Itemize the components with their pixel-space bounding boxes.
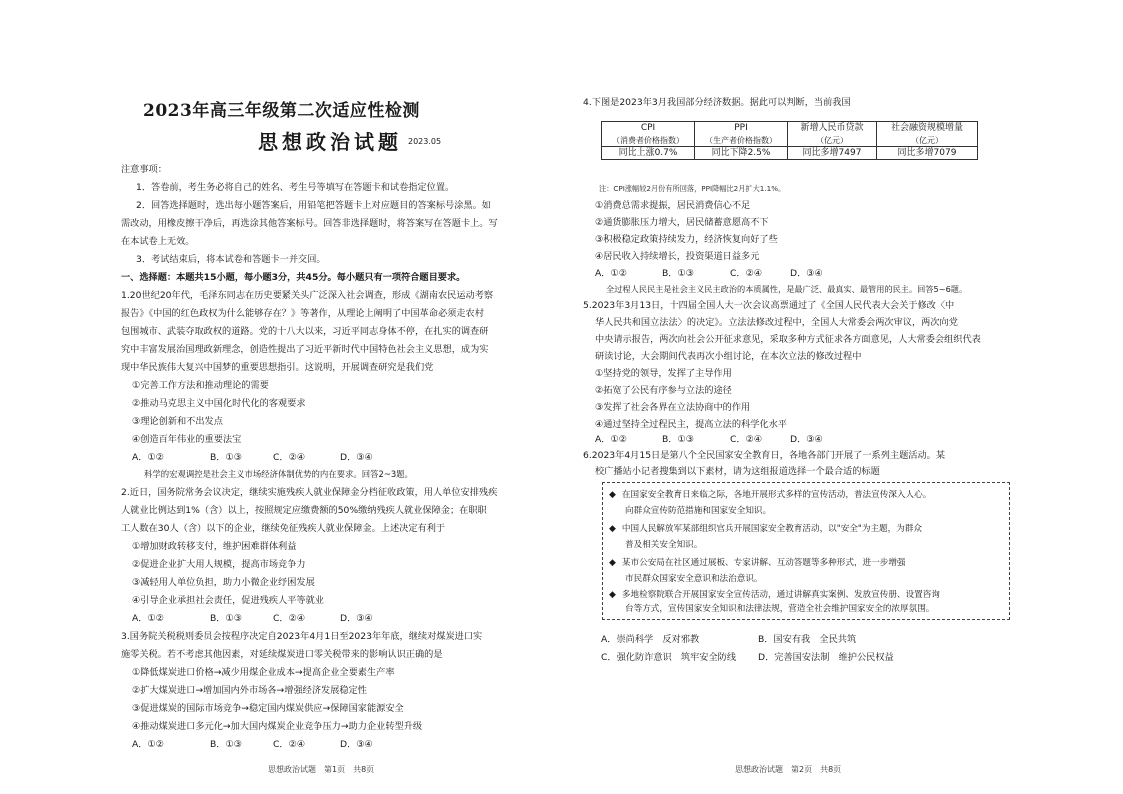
answer-option-b: B．①③ — [210, 613, 242, 624]
right-page — [570, 0, 1123, 794]
table-cell: 同比多增7079 — [877, 146, 978, 160]
question-line: 人就业比例达到1%（含）以上，按照规定应缴费额的50%缴纳残疾人就业保障金；在职职 — [121, 505, 487, 516]
choice-item: ②通货膨胀压力增大，居民储蓄意愿高不下 — [595, 217, 769, 228]
table-header-cell: PPI （生产者价格指数） — [695, 122, 788, 147]
question-line: 包围城市、武装夺取政权的道路。党的十八大以来，习近平同志身体不停，在扎实的调查研 — [121, 326, 489, 337]
choice-item: ④居民收入持续增长，投资渠道日益多元 — [595, 251, 760, 262]
question-line: 现中华民族伟大复兴中国梦的重要思想指引。这说明，开展调查研究是我们党 — [121, 362, 434, 373]
choice-item: ③积极稳定政策持续发力，经济恢复向好了些 — [595, 234, 778, 245]
answer-option-b: B．①③ — [662, 268, 694, 279]
question-line: 3.国务院关税税则委员会按程序决定自2023年4月1日至2023年年底，继续对煤炭进口实 — [121, 631, 483, 642]
answer-option-d: D．完善国安法制 维护公民权益 — [758, 652, 894, 663]
choice-item: ③减轻用人单位负担，助力小微企业纾困发展 — [132, 577, 315, 588]
question-line: 1.20世纪20年代，毛泽东同志在历史要紧关头广泛深入社会调查，形成《湖南农民运动考察 — [121, 290, 494, 301]
choice-item: ③促进煤炭的国际市场竞争→稳定国内煤炭供应→保障国家能源安全 — [132, 703, 404, 714]
choice-item: ③理论创新和不出发点 — [132, 416, 223, 427]
economic-data-table — [601, 121, 978, 160]
answer-option-d: D．③④ — [340, 739, 373, 750]
exam-date: 2023.05 — [408, 137, 442, 146]
exam-title: 2023年高三年级第二次适应性检测 — [143, 101, 420, 121]
table-cell: 同比上涨0.7% — [602, 146, 695, 160]
diamond-bullet-icon: ◆ — [609, 558, 616, 568]
answer-option-d: D．③④ — [790, 268, 823, 279]
answer-option-a: A．①② — [595, 268, 627, 279]
diamond-bullet-icon: ◆ — [609, 524, 616, 534]
notice-line: 在本试卷上无效。 — [121, 236, 195, 247]
material-item: 普及相关安全知识。 — [625, 540, 703, 550]
material-item: ◆ 中国人民解放军某部组织官兵开展国家安全教育活动，以"安全"为主题，为群众 — [609, 524, 923, 534]
table-header-cell: 新增人民币贷款 （亿元） — [788, 122, 877, 147]
notice-line: 2．回答选择题时，选出每小题答案后，用铅笔把答题卡上对应题目的答案标号涂黑。如 — [136, 200, 491, 211]
table-cell: 同比下降2.5% — [695, 146, 788, 160]
question-line: 华人民共和国立法法〉的决定》。立法法修改过程中，全国人大常委会两次审议，两次向党 — [595, 317, 958, 328]
choice-item: ②促进企业扩大用人规模，提高市场竞争力 — [132, 559, 306, 570]
choice-item: ①消费总需求提振，居民消费信心不足 — [595, 200, 751, 211]
table-note: 注：CPI涨幅较2月份有所回落，PPI降幅比2月扩大1.1%。 — [599, 184, 786, 193]
answer-option-a: A．①② — [132, 739, 164, 750]
choice-item: ④通过坚持全过程民主，提高立法的科学化水平 — [595, 419, 787, 430]
choice-item: ①降低煤炭进口价格→减少用煤企业成本→提高企业全要素生产率 — [132, 667, 395, 678]
question-line: 报告》《中国的红色政权为什么能够存在？》等著作，从理论上阐明了中国革命必须走农村 — [121, 308, 484, 319]
group-note: 科学的宏观调控是社会主义市场经济体制优势的内在要求。回答2~3题。 — [144, 469, 413, 479]
answer-option-c: C．强化防诈意识 筑牢安全防线 — [601, 652, 737, 663]
answer-option-c: C．②④ — [273, 739, 306, 750]
answer-option-c: C．②④ — [273, 452, 306, 463]
answer-option-d: D．③④ — [790, 434, 823, 445]
choice-item: ②推动马克思主义中国化时代化的客观要求 — [132, 398, 306, 409]
subject-title: 思想政治试题 — [258, 130, 402, 154]
question-line: 6.2023年4月15日是第八个全民国家安全教育日，各地各部门开展了一系列主题活动。某 — [583, 450, 946, 461]
notice-line: 需改动，用橡皮擦干净后，再选涂其他答案标号。回答非选择题时，将答案写在答题卡上。写 — [121, 218, 498, 229]
choice-item: ④创造百年伟业的重要法宝 — [132, 434, 242, 445]
table-header-cell: CPI （消费者价格指数） — [602, 122, 695, 147]
choice-item: ④引导企业承担社会责任，促进残疾人平等就业 — [132, 595, 324, 606]
question-line: 5.2023年3月13日，十四届全国人大一次会议高票通过了《全国人民代表大会关于修改〈中 — [583, 300, 955, 311]
material-item: 向群众宣传防范措施和国家安全知识。 — [625, 506, 772, 516]
diamond-bullet-icon: ◆ — [609, 490, 616, 500]
answer-option-d: D．③④ — [340, 452, 373, 463]
table-row — [602, 146, 978, 160]
choice-item: ④推动煤炭进口多元化→加大国内煤炭企业竞争压力→助力企业转型升级 — [132, 721, 423, 732]
answer-option-a: A．崇尚科学 反对邪教 — [601, 634, 700, 645]
page-footer: 思想政治试题 第2页 共8页 — [735, 765, 842, 774]
question-line: 究中丰富发展治国理政新理念，创造性提出了习近平新时代中国特色社会主义思想，成为实 — [121, 344, 489, 355]
material-item: ◆ 在国家安全教育日来临之际，各地开展形式多样的宣传活动，普法宣传深入人心。 — [609, 490, 932, 500]
material-item: 市民群众国家安全意识和法治意识。 — [625, 574, 763, 584]
question-line: 校广播站小记者搜集到以下素材，请为这组报道选择一个最合适的标题 — [595, 466, 880, 477]
question-line: 中央请示报告，两次向社会公开征求意见，采取多种方式征求各方面意见，人大常委会组织代表 — [595, 334, 981, 345]
choice-item: ②拓宽了公民有序参与立法的途径 — [595, 385, 732, 396]
choice-item: ①坚持党的领导，发挥了主导作用 — [595, 368, 732, 379]
material-item: 台等方式，宣传国家安全知识和法律法规，营造全社会维护国家安全的浓厚氛围。 — [625, 604, 935, 614]
answer-option-d: D．③④ — [340, 613, 373, 624]
material-item: ◆ 多地检察院联合开展国家安全宣传活动，通过讲解真实案例、发放宣传册、设置咨询 — [609, 590, 940, 600]
choice-item: ②扩大煤炭进口→增加国内外市场各→增强经济发展稳定性 — [132, 685, 367, 696]
group-note: 全过程人民民主是社会主义民主政治的本质属性，是最广泛、最真实、最管用的民主。回答5~6题。 — [606, 284, 968, 294]
notice-line: 1．答卷前，考生务必将自己的姓名、考生号等填写在答题卡和试卷指定位置。 — [136, 182, 455, 193]
table-header-row — [602, 122, 978, 147]
notice-line: 3．考试结束后，将本试卷和答题卡一并交回。 — [136, 254, 326, 265]
diamond-bullet-icon: ◆ — [609, 590, 616, 600]
answer-option-b: B．国安有我 全民共筑 — [758, 634, 857, 645]
notice-heading: 注意事项： — [121, 164, 167, 175]
table-cell: 同比多增7497 — [788, 146, 877, 160]
question-line: 4.下图是2023年3月我国部分经济数据。据此可以判断，当前我国 — [583, 97, 851, 108]
question-line: 施零关税。若不考虑其他因素，对延续煤炭进口零关税带来的影响认识正确的是 — [121, 649, 443, 660]
answer-option-a: A．①② — [595, 434, 627, 445]
choice-item: ①完善工作方法和推动理论的需要 — [132, 380, 269, 391]
answer-option-c: C．②④ — [273, 613, 306, 624]
table-header-cell: 社会融资规模增量 （亿元） — [877, 122, 978, 147]
answer-option-a: A．①② — [132, 613, 164, 624]
answer-option-c: C．②④ — [730, 434, 763, 445]
question-line: 2.近日，国务院常务会议决定，继续实施残疾人就业保障金分档征收政策，用人单位安排残疾 — [121, 487, 498, 498]
answer-option-b: B．①③ — [210, 452, 242, 463]
material-item: ◆ 某市公安局在社区通过展板、专家讲解、互动答题等多种形式，进一步增强 — [609, 558, 906, 568]
materials-box — [602, 482, 1010, 620]
choice-item: ③发挥了社会各界在立法协商中的作用 — [595, 402, 751, 413]
answer-option-a: A．①② — [132, 452, 164, 463]
answer-option-b: B．①③ — [210, 739, 242, 750]
choice-item: ①增加财政转移支付，维护困难群体利益 — [132, 541, 297, 552]
answer-option-c: C．②④ — [730, 268, 763, 279]
section-heading: 一、选择题：本题共15小题，每小题3分，共45分。每小题只有一项符合题目要求。 — [121, 272, 466, 283]
page-footer: 思想政治试题 第1页 共8页 — [268, 765, 375, 774]
question-line: 研读讨论，大会期间代表再次小组讨论，在本次立法的修改过程中 — [595, 351, 862, 362]
answer-option-b: B．①③ — [662, 434, 694, 445]
question-line: 工人数在30人（含）以下的企业，继续免征残疾人就业保障金。上述决定有利于 — [121, 523, 446, 534]
